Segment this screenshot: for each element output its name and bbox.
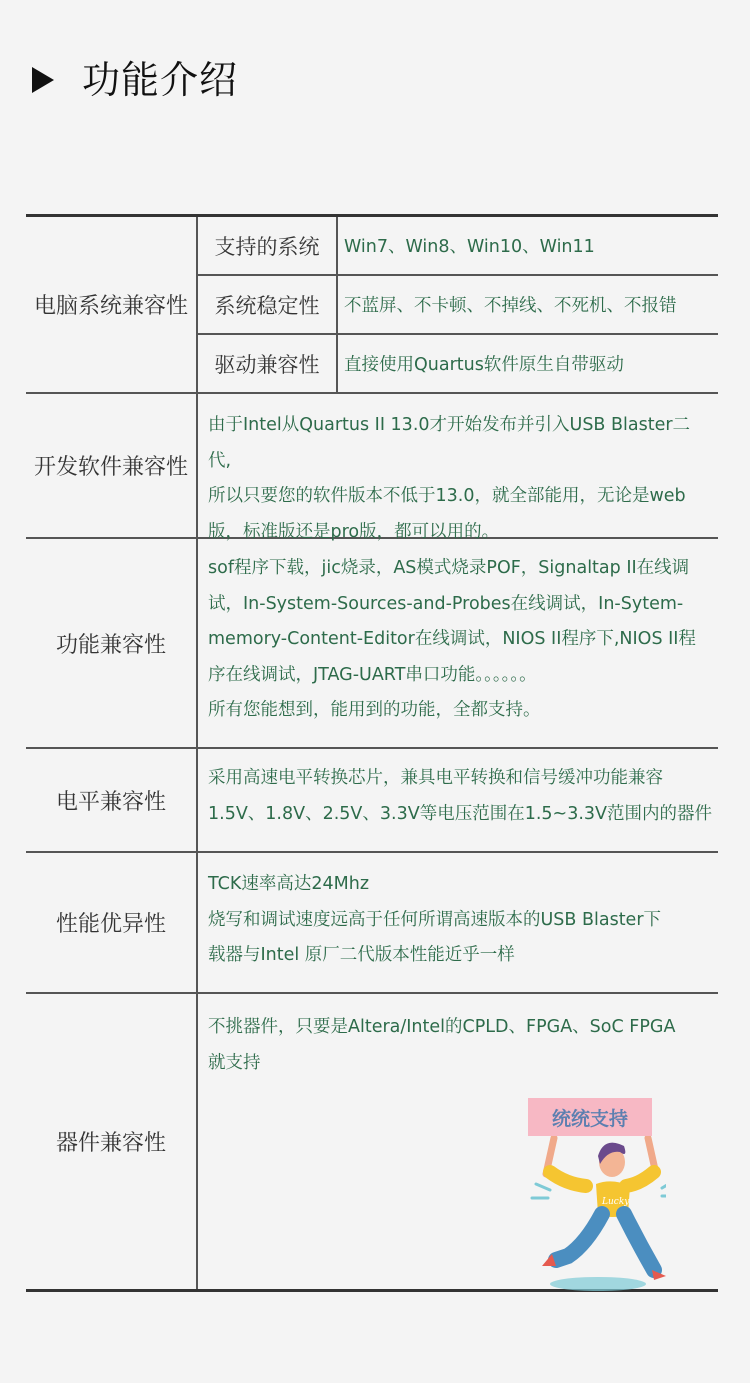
support-sign: 统统支持 <box>528 1098 652 1136</box>
desc-line: 版，标准版还是pro版，都可以用的。 <box>208 521 500 542</box>
desc-line: memory-Content-Editor在线调试，NIOS II程序下,NIOS II程 <box>208 629 696 649</box>
section-heading <box>32 58 238 102</box>
subcategory-label: 支持的系统 <box>198 217 338 274</box>
row-level <box>26 749 718 853</box>
subrow-os <box>198 217 718 276</box>
subcategory-value: Win7、Win8、Win10、Win11 <box>344 237 595 257</box>
category-label: 器件兼容性 <box>26 994 198 1289</box>
desc-line: 1.5V、1.8V、2.5V、3.3V等电压范围在1.5~3.3V范围内的器件 <box>208 803 713 824</box>
subrow-driver <box>198 335 718 392</box>
desc-line: 由于Intel从Quartus II 13.0才开始发布并引入USB Blaster二代, <box>208 415 691 471</box>
pc-compat-subtable <box>198 217 718 392</box>
desc-line: 所以只要您的软件版本不低于13.0，就全部能用，无论是web <box>208 486 686 506</box>
row-function <box>26 539 718 749</box>
desc-line: sof程序下载，jic烧录，AS模式烧录POF，Signaltap II在线调 <box>208 558 690 578</box>
desc-line: TCK速率高达24Mhz <box>208 874 370 894</box>
desc-line: 载器与Intel 原厂二代版本性能近乎一样 <box>208 945 515 965</box>
row-device <box>26 994 718 1289</box>
category-label: 功能兼容性 <box>26 539 198 747</box>
shirt-text: Lucky <box>602 1197 630 1207</box>
feature-table <box>26 214 718 1292</box>
category-description <box>198 539 718 747</box>
subcategory-value: 不蓝屏、不卡顿、不掉线、不死机、不报错 <box>344 296 677 316</box>
page-title: 功能介绍 <box>82 58 239 102</box>
subcategory-value: 直接使用Quartus软件原生自带驱动 <box>344 355 624 375</box>
row-software <box>26 394 718 542</box>
subcategory-label: 系统稳定性 <box>198 276 338 333</box>
desc-line: 烧写和调试速度远高于任何所谓高速版本的USB Blaster下 <box>208 909 662 930</box>
desc-line: 采用高速电平转换芯片，兼具电平转换和信号缓冲功能兼容 <box>208 768 663 788</box>
row-performance <box>26 853 718 994</box>
category-label: 开发软件兼容性 <box>26 394 198 537</box>
desc-line: 所有您能想到，能用到的功能，全都支持。 <box>208 700 541 720</box>
desc-line: 试，In-System-Sources-and-Probes在线调试，In-Sytem- <box>208 593 684 614</box>
play-triangle-icon <box>32 67 54 93</box>
category-label: 性能优异性 <box>26 853 198 992</box>
row-pc-compat <box>26 217 718 394</box>
desc-line: 序在线调试，JTAG-UART串口功能。。。。。。 <box>208 664 537 685</box>
desc-line: 就支持 <box>208 1052 261 1073</box>
category-description <box>198 853 718 992</box>
category-description <box>198 394 718 542</box>
category-label: 电平兼容性 <box>26 749 198 851</box>
category-label: 电脑系统兼容性 <box>26 217 198 392</box>
subrow-stability <box>198 276 718 335</box>
category-description <box>198 749 718 851</box>
desc-line: 不挑器件，只要是Altera/Intel的CPLD、FPGA、SoC FPGA <box>208 1017 676 1037</box>
subcategory-label: 驱动兼容性 <box>198 335 338 392</box>
